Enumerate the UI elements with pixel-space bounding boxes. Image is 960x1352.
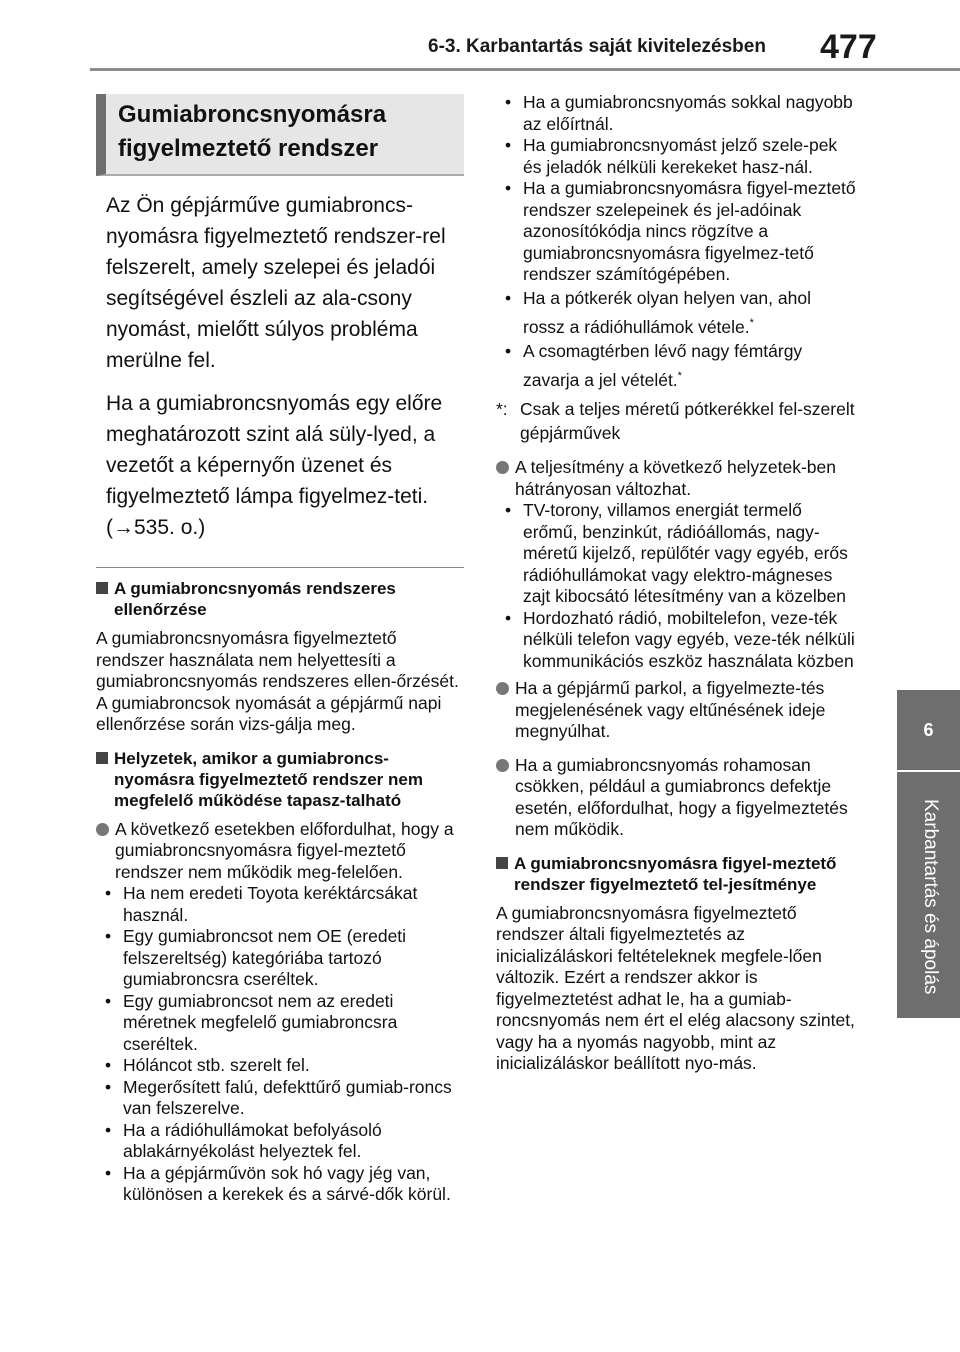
header-divider	[90, 68, 960, 71]
list-item: • Ha a rádióhullámokat befolyásoló ablakárnyékolást helyeztek fel.	[96, 1120, 464, 1163]
list-item: • Ha a gumiabroncsnyomás sokkal nagyobb az előírtnál.	[496, 92, 856, 135]
bullet-list-right-a	[496, 92, 856, 393]
list-item: • Ha gumiabroncsnyomást jelző szele-pek és jeladók nélküli kerekeket hasz-nál.	[496, 135, 856, 178]
list-item: • Egy gumiabroncsot nem az eredeti méretnek megfelelő gumiabroncsra cseréltek.	[96, 991, 464, 1056]
subheading-malfunction-situations	[96, 748, 464, 811]
chapter-tab-number: 6	[897, 690, 960, 770]
footnote-star: *	[749, 316, 754, 329]
list-item: • Ha a gépjárművön sok hó vagy jég van, különösen a kerekek és a sárvé-dők körül.	[96, 1163, 464, 1206]
subheading-text: A gumiabroncsnyomásra figyel-meztető rendszer figyelmeztető tel-jesítménye	[514, 853, 837, 894]
circle-item	[496, 755, 856, 841]
list-item: • Ha a gumiabroncsnyomásra figyel-meztető rendszer szelepeinek és jel-adóinak azonosítókódja nincs rögzítve a gumiabroncsnyomásra figyelmez-tető rendszer számítógépében.	[496, 178, 856, 286]
bullet-list-left	[96, 883, 464, 1206]
body-paragraph: A gumiabroncsnyomásra figyelmeztető rendszer általi figyelmeztetés az inicializáláskori feltételeknek megfele-lően változik. Ezért a rendszer akkor is figyelmeztetést adhat le, ha a gumiab-roncsnyomás nem ért el elég alacsony szintet, vagy ha a nyomás nagyobb, mint az inicializáláskor beállított nyo-más.	[496, 902, 855, 1074]
circle-item	[496, 457, 856, 500]
intro-text	[96, 190, 464, 543]
list-item: • Hordozható rádió, mobiltelefon, veze-ték nélküli telefon vagy egyéb, veze-ték nélküli kommunikációs eszköz használata közben	[496, 608, 856, 673]
subheading-regular-check	[96, 578, 464, 620]
list-item: • Megerősített falú, defekttűrő gumiab-roncs van felszerelve.	[96, 1077, 464, 1120]
footnote-star: *	[677, 370, 682, 383]
list-item: • TV-torony, villamos energiát termelő erőmű, benzinkút, rádióállomás, nagy-méretű kijelző, repülőtér vagy egyéb, erős rádióhullámokat vagy elektro-mágneses zajt kibocsátó létesítmény van a közelben	[496, 500, 856, 608]
circle-bullet-icon	[496, 759, 509, 772]
circle-item-text: A teljesítmény a következő helyzetek-ben hátrányosan változhat.	[515, 457, 837, 499]
list-item-text: A csomagtérben lévő nagy fémtárgy zavarja a jel vételét.	[523, 341, 803, 391]
circle-item-text: A következő esetekben előfordulhat, hogy a gumiabroncsnyomásra figyel-meztető rendszer nem működik meg-felelően.	[115, 818, 454, 882]
circle-item	[496, 678, 856, 743]
list-item	[496, 286, 856, 340]
section-title-line-1: Gumiabroncsnyomásra	[118, 101, 387, 128]
list-item: • Hóláncot stb. szerelt fel.	[96, 1055, 464, 1077]
left-column	[96, 94, 464, 1206]
list-item: • Ha nem eredeti Toyota keréktárcsákat használ.	[96, 883, 464, 926]
right-column	[496, 92, 856, 1087]
bullet-list-right-b	[496, 500, 856, 672]
list-item-text: Ha a pótkerék olyan helyen van, ahol rossz a rádióhullámok vétele.	[523, 287, 811, 337]
subheading-warning-performance	[496, 853, 856, 895]
subheading-text: A gumiabroncsnyomás rendszeres ellenőrzése	[114, 579, 396, 619]
list-item: • Egy gumiabroncsot nem OE (eredeti felszereltség) kategóriába tartozó gumiabroncsra cseréltek.	[96, 926, 464, 991]
page-number: 477	[820, 28, 877, 66]
square-bullet-icon	[96, 752, 108, 764]
circle-item-text: Ha a gépjármű parkol, a figyelmezte-tés megjelenésének vagy eltűnésének ideje megnyúlhat.	[515, 678, 826, 742]
circle-bullet-icon	[496, 461, 509, 474]
circle-item	[96, 819, 464, 884]
footnote-mark: *:	[496, 399, 508, 420]
square-bullet-icon	[496, 857, 508, 869]
footnote-text: Csak a teljes méretű pótkerékkel fel-szerelt gépjárművek	[520, 399, 855, 444]
circle-bullet-icon	[496, 682, 509, 695]
circle-bullet-icon	[96, 823, 109, 836]
intro-paragraph-2: Ha a gumiabroncsnyomás egy előre meghatározott szint alá süly-lyed, a vezetőt a képernyőn üzenet és figyelmeztető lámpa figyelmez-teti. (→535. o.)	[106, 392, 443, 539]
section-title-box	[96, 94, 464, 176]
footnote	[496, 397, 856, 445]
list-item	[496, 339, 856, 393]
circle-item-text: Ha a gumiabroncsnyomás rohamosan csökken, például a gumiabroncs defektje esetén, előfordulhat, hogy a figyelmeztetés nem működik.	[515, 754, 848, 840]
subsection-divider	[96, 567, 464, 568]
header-section-title: 6-3. Karbantartás saját kivitelezésben	[428, 36, 766, 57]
square-bullet-icon	[96, 582, 108, 594]
chapter-tab-label: Karbantartás és ápolás	[920, 799, 941, 995]
section-title-line-2: figyelmeztető rendszer	[118, 135, 379, 162]
body-paragraph: A gumiabroncsnyomásra figyelmeztető rendszer használata nem helyettesíti a gumiabroncsnyomás rendszeres ellen-őrzését. A gumiabroncsok nyomását a gépjármű napi ellenőrzése során vizs-gálja meg.	[96, 628, 459, 734]
intro-paragraph-1: Az Ön gépjárműve gumiabroncs-nyomásra figyelmeztető rendszer-rel felszerelt, amely szelepei és jeladói segítségével észleli az ala-csony nyomást, mielőtt súlyos probléma merülne fel.	[106, 194, 446, 372]
subheading-text: Helyzetek, amikor a gumiabroncs-nyomásra figyelmeztető rendszer nem megfelelő működése tapasz-talható	[114, 748, 423, 810]
